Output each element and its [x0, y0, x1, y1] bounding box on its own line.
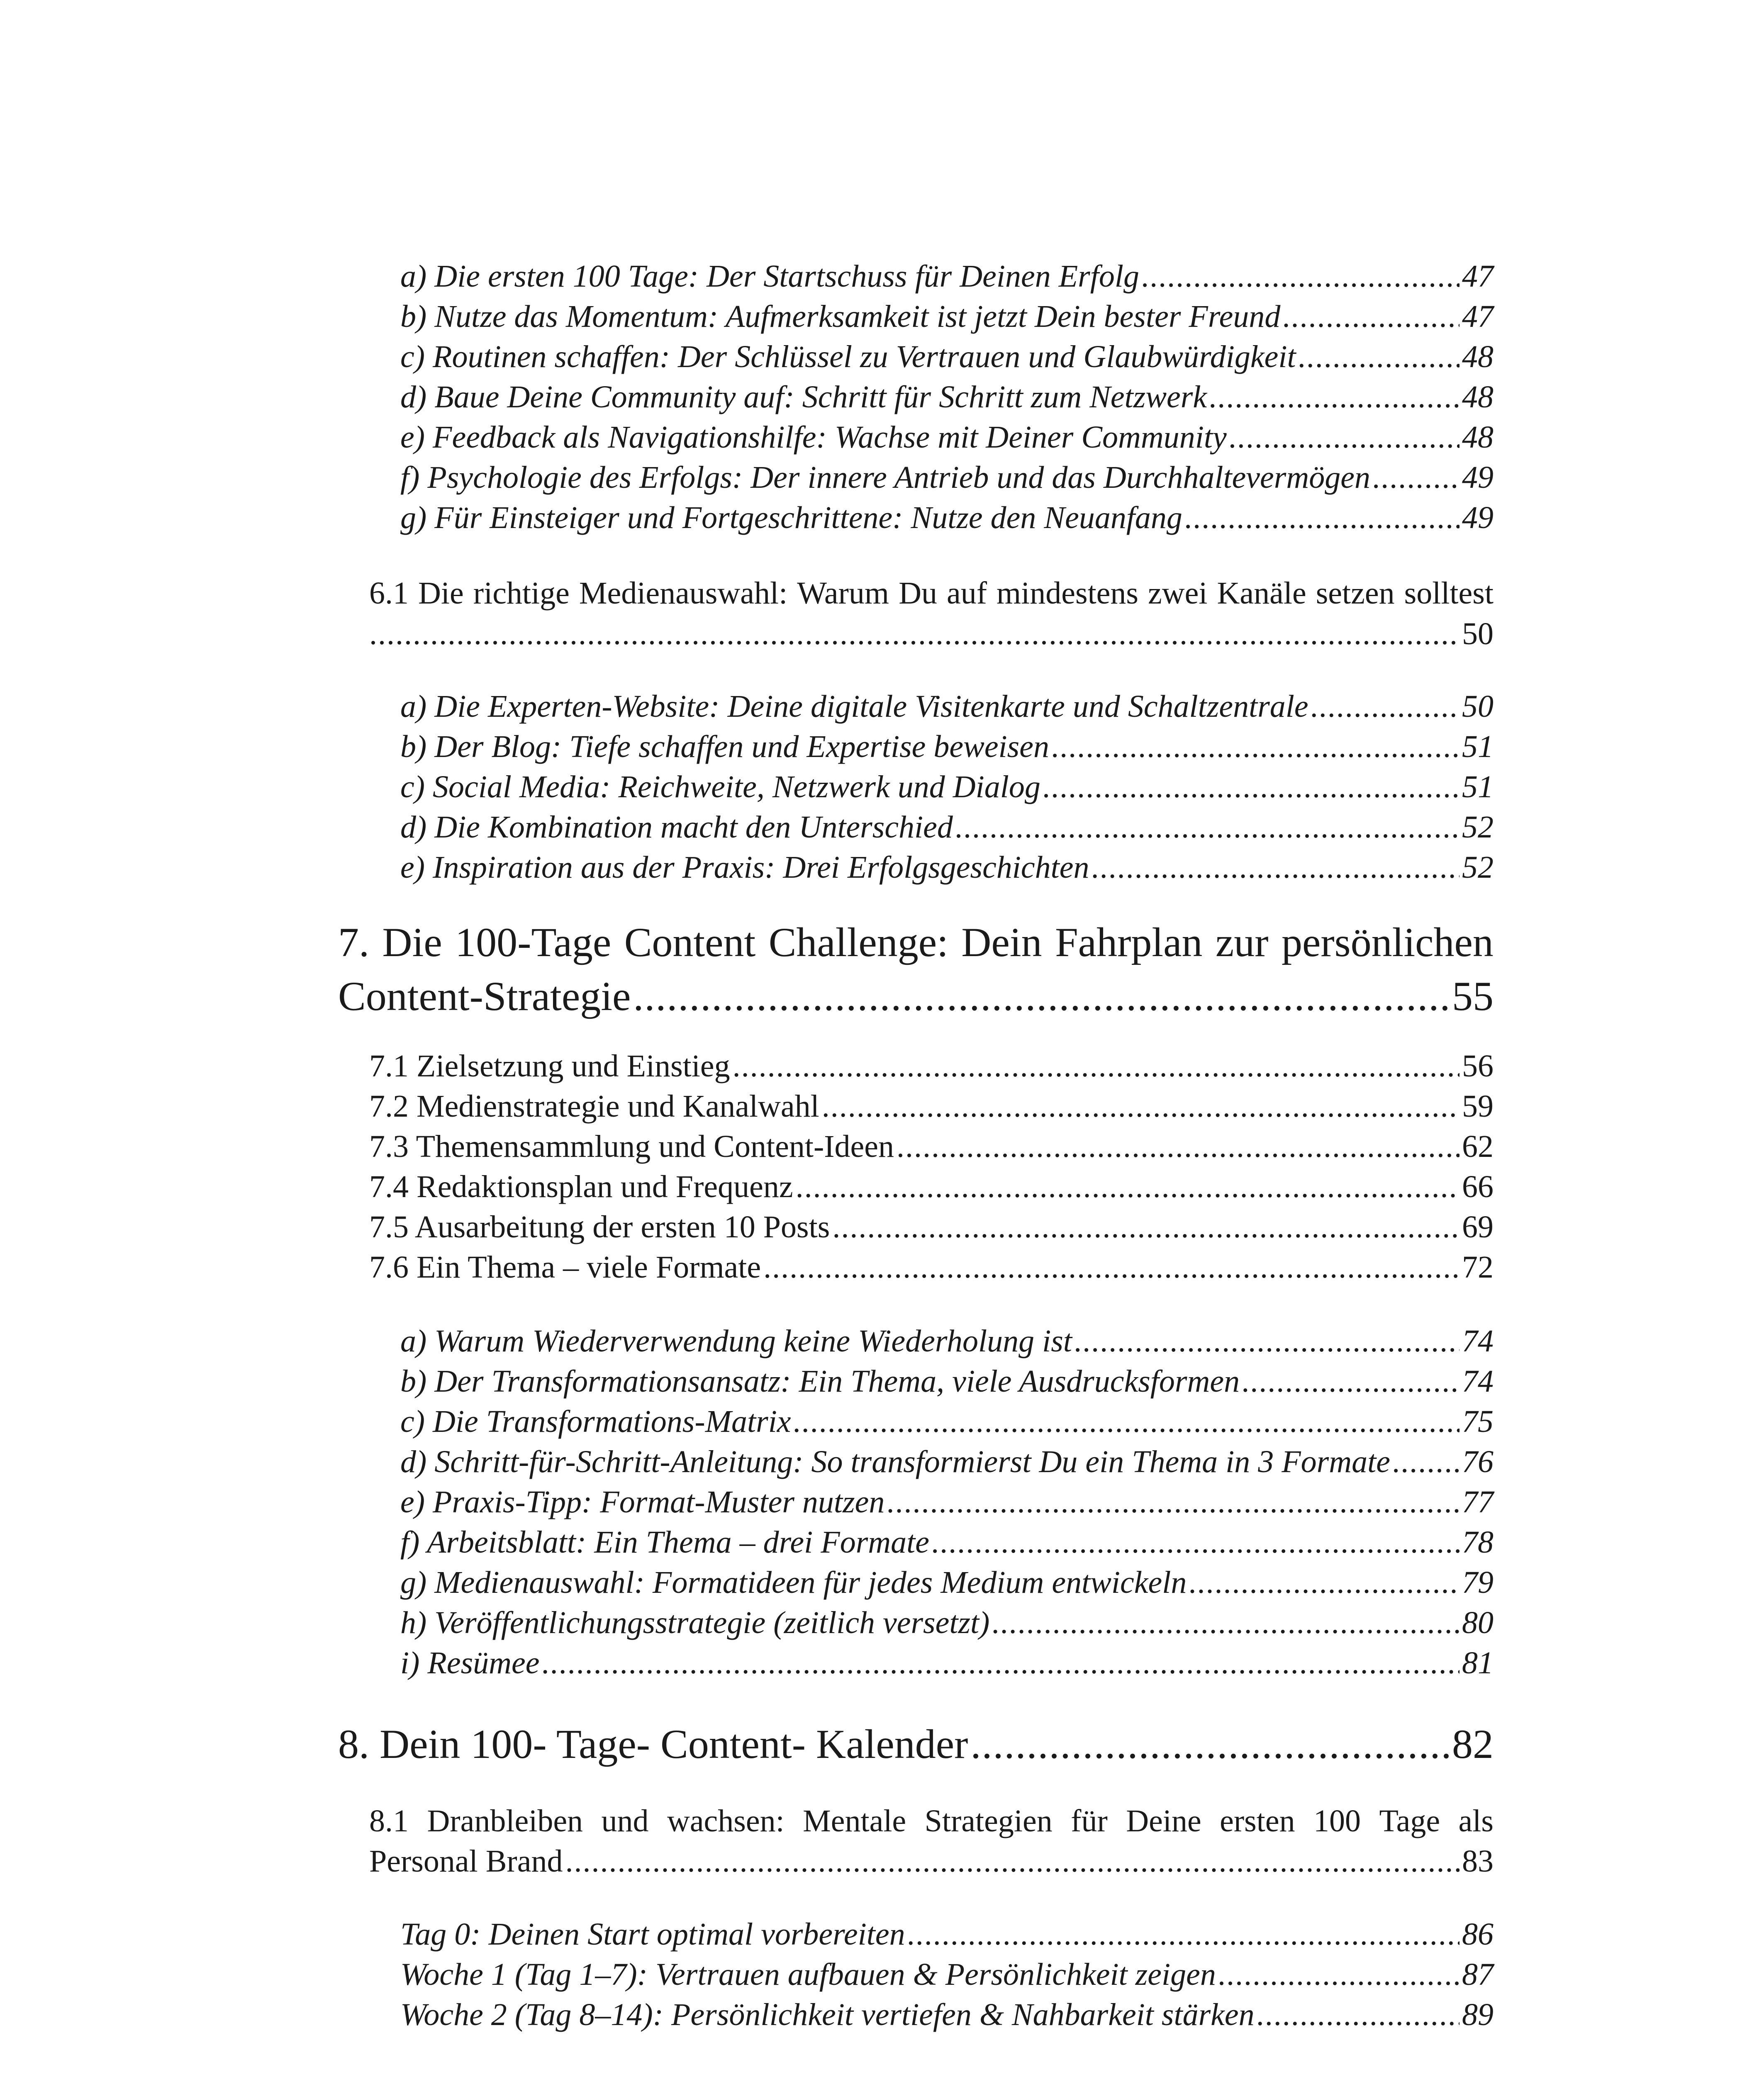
toc-entry-title: 7.3 Themensammlung und Content-Ideen [369, 1129, 894, 1164]
toc-subentry [400, 301, 1494, 332]
toc-section [369, 1091, 1494, 1122]
dot-leader [369, 618, 1459, 650]
toc-page-number: 81 [1462, 1646, 1494, 1680]
toc-entry-title: 7.6 Ein Thema – viele Formate [369, 1250, 761, 1285]
toc-page-number: 86 [1462, 1917, 1494, 1952]
word: 6.1 [369, 576, 409, 611]
toc-page-number: 82 [1452, 1721, 1494, 1767]
toc-subentry [400, 260, 1494, 292]
toc-page-number: 52 [1462, 810, 1494, 845]
word: Die [418, 576, 464, 611]
toc-subentry [400, 1959, 1494, 1990]
dot-leader [1373, 462, 1459, 493]
dot-leader [763, 1251, 1459, 1283]
word: 100 [1313, 1804, 1361, 1838]
toc-subentry [400, 771, 1494, 803]
toc-section-8-1-line2 [369, 1845, 1494, 1877]
toc-section-6-1-line1 [369, 577, 1494, 609]
toc-page-number: 47 [1462, 299, 1494, 334]
toc-entry-title: 7.2 Medienstrategie und Kanalwahl [369, 1089, 819, 1124]
toc-page-number: 79 [1462, 1565, 1494, 1600]
toc-page-number: 59 [1462, 1089, 1494, 1124]
toc-subentry [400, 1486, 1494, 1518]
toc-section [369, 1171, 1494, 1203]
toc-page-number: 48 [1462, 420, 1494, 455]
toc-entry-title: e) Inspiration aus der Praxis: Drei Erfolgsgeschichten [400, 850, 1089, 885]
dot-leader [542, 1647, 1459, 1679]
dot-leader [1189, 1567, 1459, 1598]
toc-entry-title: 8. Dein 100- Tage- Content- Kalender [338, 1721, 968, 1767]
word: Tage [1379, 1804, 1440, 1838]
toc-entry-title: g) Für Einsteiger und Fortgeschrittene: Nutze den Neuanfang [400, 500, 1182, 535]
toc-subentry [400, 811, 1494, 843]
dot-leader [796, 1171, 1459, 1203]
toc-page-number: 83 [1462, 1844, 1494, 1879]
word: setzen [1316, 576, 1395, 611]
toc-entry-title: h) Veröffentlichungsstrategie (zeitlich versetzt) [400, 1605, 990, 1640]
dot-leader [794, 1406, 1459, 1437]
toc-entry-title: b) Nutze das Momentum: Aufmerksamkeit ist jetzt Dein bester Freund [400, 299, 1281, 334]
toc-page-number: 49 [1462, 500, 1494, 535]
toc-entry-title: f) Arbeitsblatt: Ein Thema – drei Formate [400, 1525, 930, 1560]
toc-page-number: 62 [1462, 1129, 1494, 1164]
toc-page-number: 74 [1462, 1364, 1494, 1399]
word: Kanäle [1217, 576, 1306, 611]
dot-leader [970, 1723, 1450, 1765]
toc-page-number: 50 [1462, 689, 1494, 724]
dot-leader [955, 811, 1459, 843]
word: und [601, 1804, 649, 1838]
dot-leader [897, 1131, 1459, 1162]
word: 100-Tage [455, 919, 612, 965]
toc-page-number: 48 [1462, 339, 1494, 374]
dot-leader [1229, 421, 1459, 453]
word: Medienauswahl: [579, 576, 788, 611]
toc-page-number: 50 [1462, 616, 1494, 651]
toc-subentry [400, 421, 1494, 453]
word: Fahrplan [1055, 919, 1203, 965]
word: Warum [797, 576, 889, 611]
toc-subentry [400, 852, 1494, 883]
toc-entry-title: Content-Strategie [338, 973, 631, 1019]
dot-leader [1299, 341, 1459, 372]
toc-page-number: 52 [1462, 850, 1494, 885]
toc-entry-title: Personal Brand [369, 1844, 563, 1879]
toc-page-number: 55 [1452, 973, 1494, 1019]
toc-subentry [400, 1526, 1494, 1558]
dot-leader [822, 1091, 1459, 1122]
toc-entry-title: f) Psychologie des Erfolgs: Der innere Antrieb und das Durchhaltevermögen [400, 460, 1370, 495]
toc-page-number: 76 [1462, 1444, 1494, 1479]
dot-leader [633, 976, 1450, 1017]
toc-entry-title: a) Warum Wiederverwendung keine Wiederholung ist [400, 1324, 1072, 1358]
dot-leader [733, 1050, 1459, 1082]
word: 7. [338, 919, 369, 965]
toc-subentry [400, 731, 1494, 762]
toc-section-6-1-line2 [369, 618, 1494, 650]
dot-leader [1283, 301, 1459, 332]
word: Mentale [803, 1804, 906, 1838]
toc-page-number: 49 [1462, 460, 1494, 495]
toc-page-number: 51 [1462, 729, 1494, 764]
toc-section [369, 1050, 1494, 1082]
dot-leader [1257, 1999, 1459, 2030]
word: Deine [1126, 1804, 1201, 1838]
toc-entry-title: c) Die Transformations-Matrix [400, 1404, 791, 1439]
toc-subentry [400, 1446, 1494, 1478]
toc-chapter-7-line2 [338, 973, 1494, 1019]
toc-page-number: 87 [1462, 1957, 1494, 1992]
dot-leader [1242, 1366, 1459, 1397]
toc-subentry [400, 462, 1494, 493]
dot-leader [1142, 260, 1459, 292]
toc-subentry [400, 341, 1494, 372]
toc-entry-title: d) Baue Deine Community auf: Schritt für Schritt zum Netzwerk [400, 380, 1207, 414]
dot-leader [1052, 731, 1459, 762]
word: persönlichen [1281, 919, 1494, 965]
toc-entry-title: c) Routinen schaffen: Der Schlüssel zu Vertrauen und Glaubwürdigkeit [400, 339, 1296, 374]
toc-entry-title: a) Die ersten 100 Tage: Der Startschuss für Deinen Erfolg [400, 259, 1139, 294]
dot-leader [1393, 1446, 1459, 1478]
toc-entry-title: e) Praxis-Tipp: Format-Muster nutzen [400, 1485, 885, 1519]
toc-entry-title: 7.4 Redaktionsplan und Frequenz [369, 1169, 793, 1204]
toc-entry-title: i) Resümee [400, 1646, 540, 1680]
dot-leader [565, 1845, 1459, 1877]
dot-leader [887, 1486, 1459, 1518]
toc-entry-title: d) Die Kombination macht den Unterschied [400, 810, 953, 845]
word: zur [1215, 919, 1269, 965]
toc-subentry [400, 502, 1494, 533]
dot-leader [992, 1607, 1459, 1638]
word: als [1458, 1804, 1494, 1838]
toc-page-number: 56 [1462, 1049, 1494, 1083]
dot-leader [1043, 771, 1459, 803]
toc-subentry [400, 1567, 1494, 1598]
toc-entry-title: 7.1 Zielsetzung und Einstieg [369, 1049, 730, 1083]
toc-entry-title: Tag 0: Deinen Start optimal vorbereiten [400, 1917, 905, 1952]
dot-leader [1185, 502, 1459, 533]
word: für [1071, 1804, 1108, 1838]
word: Dein [961, 919, 1042, 965]
toc-subentry [400, 1406, 1494, 1437]
toc-subentry [400, 1325, 1494, 1357]
word: Content [624, 919, 756, 965]
dot-leader [1209, 381, 1459, 413]
word: Die [382, 919, 442, 965]
toc-page-number: 51 [1462, 769, 1494, 804]
toc-section [369, 1131, 1494, 1162]
toc-section [369, 1211, 1494, 1243]
toc-entry-title: g) Medienauswahl: Formatideen für jedes Medium entwickeln [400, 1565, 1187, 1600]
dot-leader [1092, 852, 1460, 883]
word: richtige [473, 576, 570, 611]
toc-subentry [400, 1366, 1494, 1397]
word: Strategien [924, 1804, 1053, 1838]
dot-leader [1074, 1325, 1459, 1357]
word: solltest [1404, 576, 1494, 611]
toc-subentry [400, 691, 1494, 722]
toc-entry-title: b) Der Blog: Tiefe schaffen und Expertise beweisen [400, 729, 1049, 764]
toc-entry-title: c) Social Media: Reichweite, Netzwerk und Dialog [400, 769, 1040, 804]
word: mindestens [997, 576, 1138, 611]
word: ersten [1220, 1804, 1295, 1838]
toc-entry-title: b) Der Transformationsansatz: Ein Thema, viele Ausdrucksformen [400, 1364, 1240, 1399]
toc-subentry [400, 1647, 1494, 1679]
toc-subentry [400, 1918, 1494, 1950]
toc-entry-title: Woche 1 (Tag 1–7): Vertrauen aufbauen & Persönlichkeit zeigen [400, 1957, 1216, 1992]
toc-page-number: 89 [1462, 1997, 1494, 2032]
dot-leader [908, 1918, 1459, 1950]
word: wachsen: [667, 1804, 785, 1838]
toc-entry-title: e) Feedback als Navigationshilfe: Wachse mit Deiner Community [400, 420, 1227, 455]
toc-section-8-1-line1 [369, 1805, 1494, 1837]
dot-leader [832, 1211, 1459, 1243]
toc-page-number: 47 [1462, 259, 1494, 294]
toc-entry-title: d) Schritt-für-Schritt-Anleitung: So transformierst Du ein Thema in 3 Formate [400, 1444, 1390, 1479]
toc-section [369, 1251, 1494, 1283]
dot-leader [932, 1526, 1459, 1558]
word: Du [899, 576, 937, 611]
word: 8.1 [369, 1804, 409, 1838]
dot-leader [1311, 691, 1459, 722]
word: Challenge: [768, 919, 948, 965]
dot-leader [1218, 1959, 1459, 1990]
toc-entry-title: a) Die Experten-Website: Deine digitale Visitenkarte und Schaltzentrale [400, 689, 1308, 724]
toc-page-number: 80 [1462, 1605, 1494, 1640]
toc-subentry [400, 1999, 1494, 2030]
toc-entry-title: 7.5 Ausarbeitung der ersten 10 Posts [369, 1210, 830, 1244]
toc-page-number: 75 [1462, 1404, 1494, 1439]
toc-chapter-8 [338, 1723, 1494, 1765]
toc-chapter-7-line1 [338, 919, 1494, 965]
toc-page-number: 48 [1462, 380, 1494, 414]
toc-entry-title: Woche 2 (Tag 8–14): Persönlichkeit vertiefen & Nahbarkeit stärken [400, 1997, 1255, 2032]
toc-page-number: 66 [1462, 1169, 1494, 1204]
toc-page-number: 69 [1462, 1210, 1494, 1244]
toc-subentry [400, 381, 1494, 413]
toc-page-number: 77 [1462, 1485, 1494, 1519]
word: zwei [1148, 576, 1208, 611]
toc-page-number: 74 [1462, 1324, 1494, 1358]
toc-page-number: 78 [1462, 1525, 1494, 1560]
toc-subentry [400, 1607, 1494, 1638]
toc-page-number: 72 [1462, 1250, 1494, 1285]
word: Dranbleiben [427, 1804, 583, 1838]
word: auf [946, 576, 987, 611]
